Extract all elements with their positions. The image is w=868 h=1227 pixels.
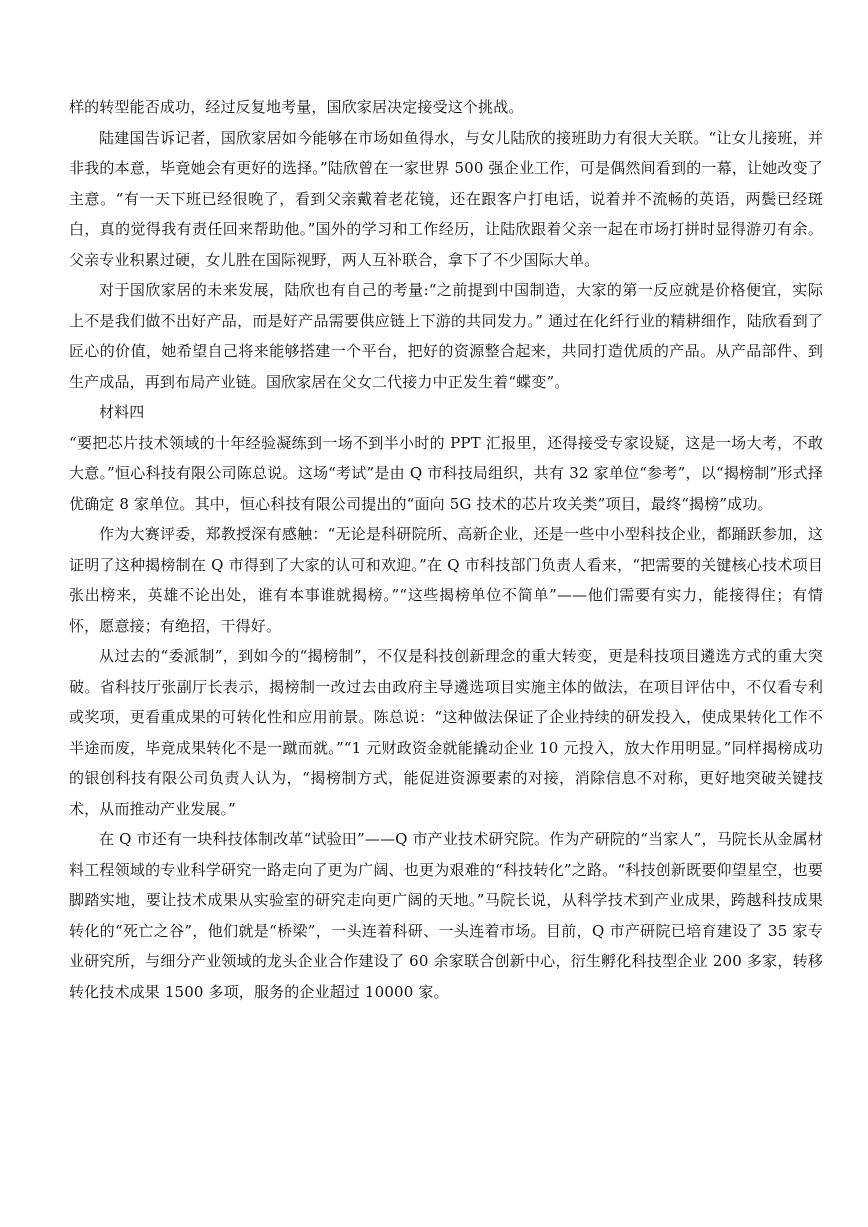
paragraph-research-institute: 在 Q 市还有一块科技体制改革“试验田”——Q 市产业技术研究院。作为产研院的“当家人”，马院长从金属材料工程领域的专业科学研究一路走向了更为广阔、也更为艰难的“科技转化”之路。“科技创新既要仰望星空，也要脚踏实地，要让技术成果从实验室的研究走向更广阔的天地。”马院长说，从科学技术到产业成果，跨越科技成果转化的“死亡之谷”，他们就是“桥梁”，一头连着科研、一头连着市场。目前，Q 市产研院已培育建设了 35 家专业研究所，与细分产业领域的龙头企业合作建设了 60 余家联合创新中心，衍生孵化科技型企业 200 多家，转移转化技术成果 1500 多项，服务的企业超过 10000 家。	[69, 830, 823, 1001]
paragraph-continuation: 样的转型能否成功，经过反复地考量，国欣家居决定接受这个挑战。	[69, 98, 524, 116]
paragraph-lu-jianguo: 陆建国告诉记者，国欣家居如今能够在市场如鱼得水，与女儿陆欣的接班助力有很大关联。“让女儿接班，并非我的本意，毕竟她会有更好的选择。”陆欣曾在一家世界 500 强企业工作，可是偶然间看到的一幕，让她改变了主意。“有一天下班已经很晚了，看到父亲戴着老花镜，还在跟客户打电话，说着并不流畅的英语，两鬓已经斑白，真的觉得我有责任回来帮助他。”国外的学习和工作经历，让陆欣跟着父亲一起在市场打拼时显得游刃有余。父亲专业积累过硬，女儿胜在国际视野，两人互补联合，拿下了不少国际大单。	[69, 128, 823, 269]
paragraph-judge-comments: 作为大赛评委，郑教授深有感触：“无论是科研院所、高新企业，还是一些中小型科技企业，都踊跃参加，这证明了这种揭榜制在 Q 市得到了大家的认可和欢迎。”在 Q 市科技部门负责人看来，“把需要的关键核心技术项目张出榜来，英雄不论出处，谁有本事谁就揭榜。”“这些揭榜单位不简单”——他们需要有实力，能接得住；有情怀，愿意接；有绝招，干得好。	[69, 525, 823, 635]
paragraph-chip-technology: “要把芯片技术领域的十年经验凝练到一场不到半小时的 PPT 汇报里，还得接受专家设疑，这是一场大考，不敢大意。”恒心科技有限公司陈总说。这场“考试”是由 Q 市科技局组织，共有 32 家单位“参考”，以“揭榜制”形式择优确定 8 家单位。其中，恒心科技有限公司提出的“面向 5G 技术的芯片攻关类”项目，最终“揭榜”成功。	[69, 433, 823, 513]
paragraph-system-change: 从过去的“委派制”，到如今的“揭榜制”，不仅是科技创新理念的重大转变，更是科技项目遴选方式的重大突破。省科技厅张副厅长表示，揭榜制一改过去由政府主导遴选项目实施主体的做法，在项目评估中，不仅看专利或奖项，更看重成果的可转化性和应用前景。陈总说：“这种做法保证了企业持续的研发投入，使成果转化工作不半途而废，毕竟成果转化不是一蹴而就。”“1 元财政资金就能撬动企业 10 元投入，放大作用明显。”同样揭榜成功的银创科技有限公司负责人认为，“揭榜制方式，能促进资源要素的对接，消除信息不对称，更好地突破关键技术，从而推动产业发展。”	[69, 647, 823, 818]
section-heading-material-four: 材料四	[99, 403, 145, 421]
paragraph-future-development: 对于国欣家居的未来发展，陆欣也有自己的考量:“之前提到中国制造，大家的第一反应就是价格便宜，实际上不是我们做不出好产品，而是好产品需要供应链上下游的共同发力。” 通过在化纤行业的精耕细作，陆欣看到了匠心的价值，她希望自己将来能够搭建一个平台，把好的资源整合起来，共同打造优质的产品。从产品部件、到生产成品，再到布局产业链。国欣家居在父女二代接力中正发生着“蝶变”。	[69, 281, 823, 391]
